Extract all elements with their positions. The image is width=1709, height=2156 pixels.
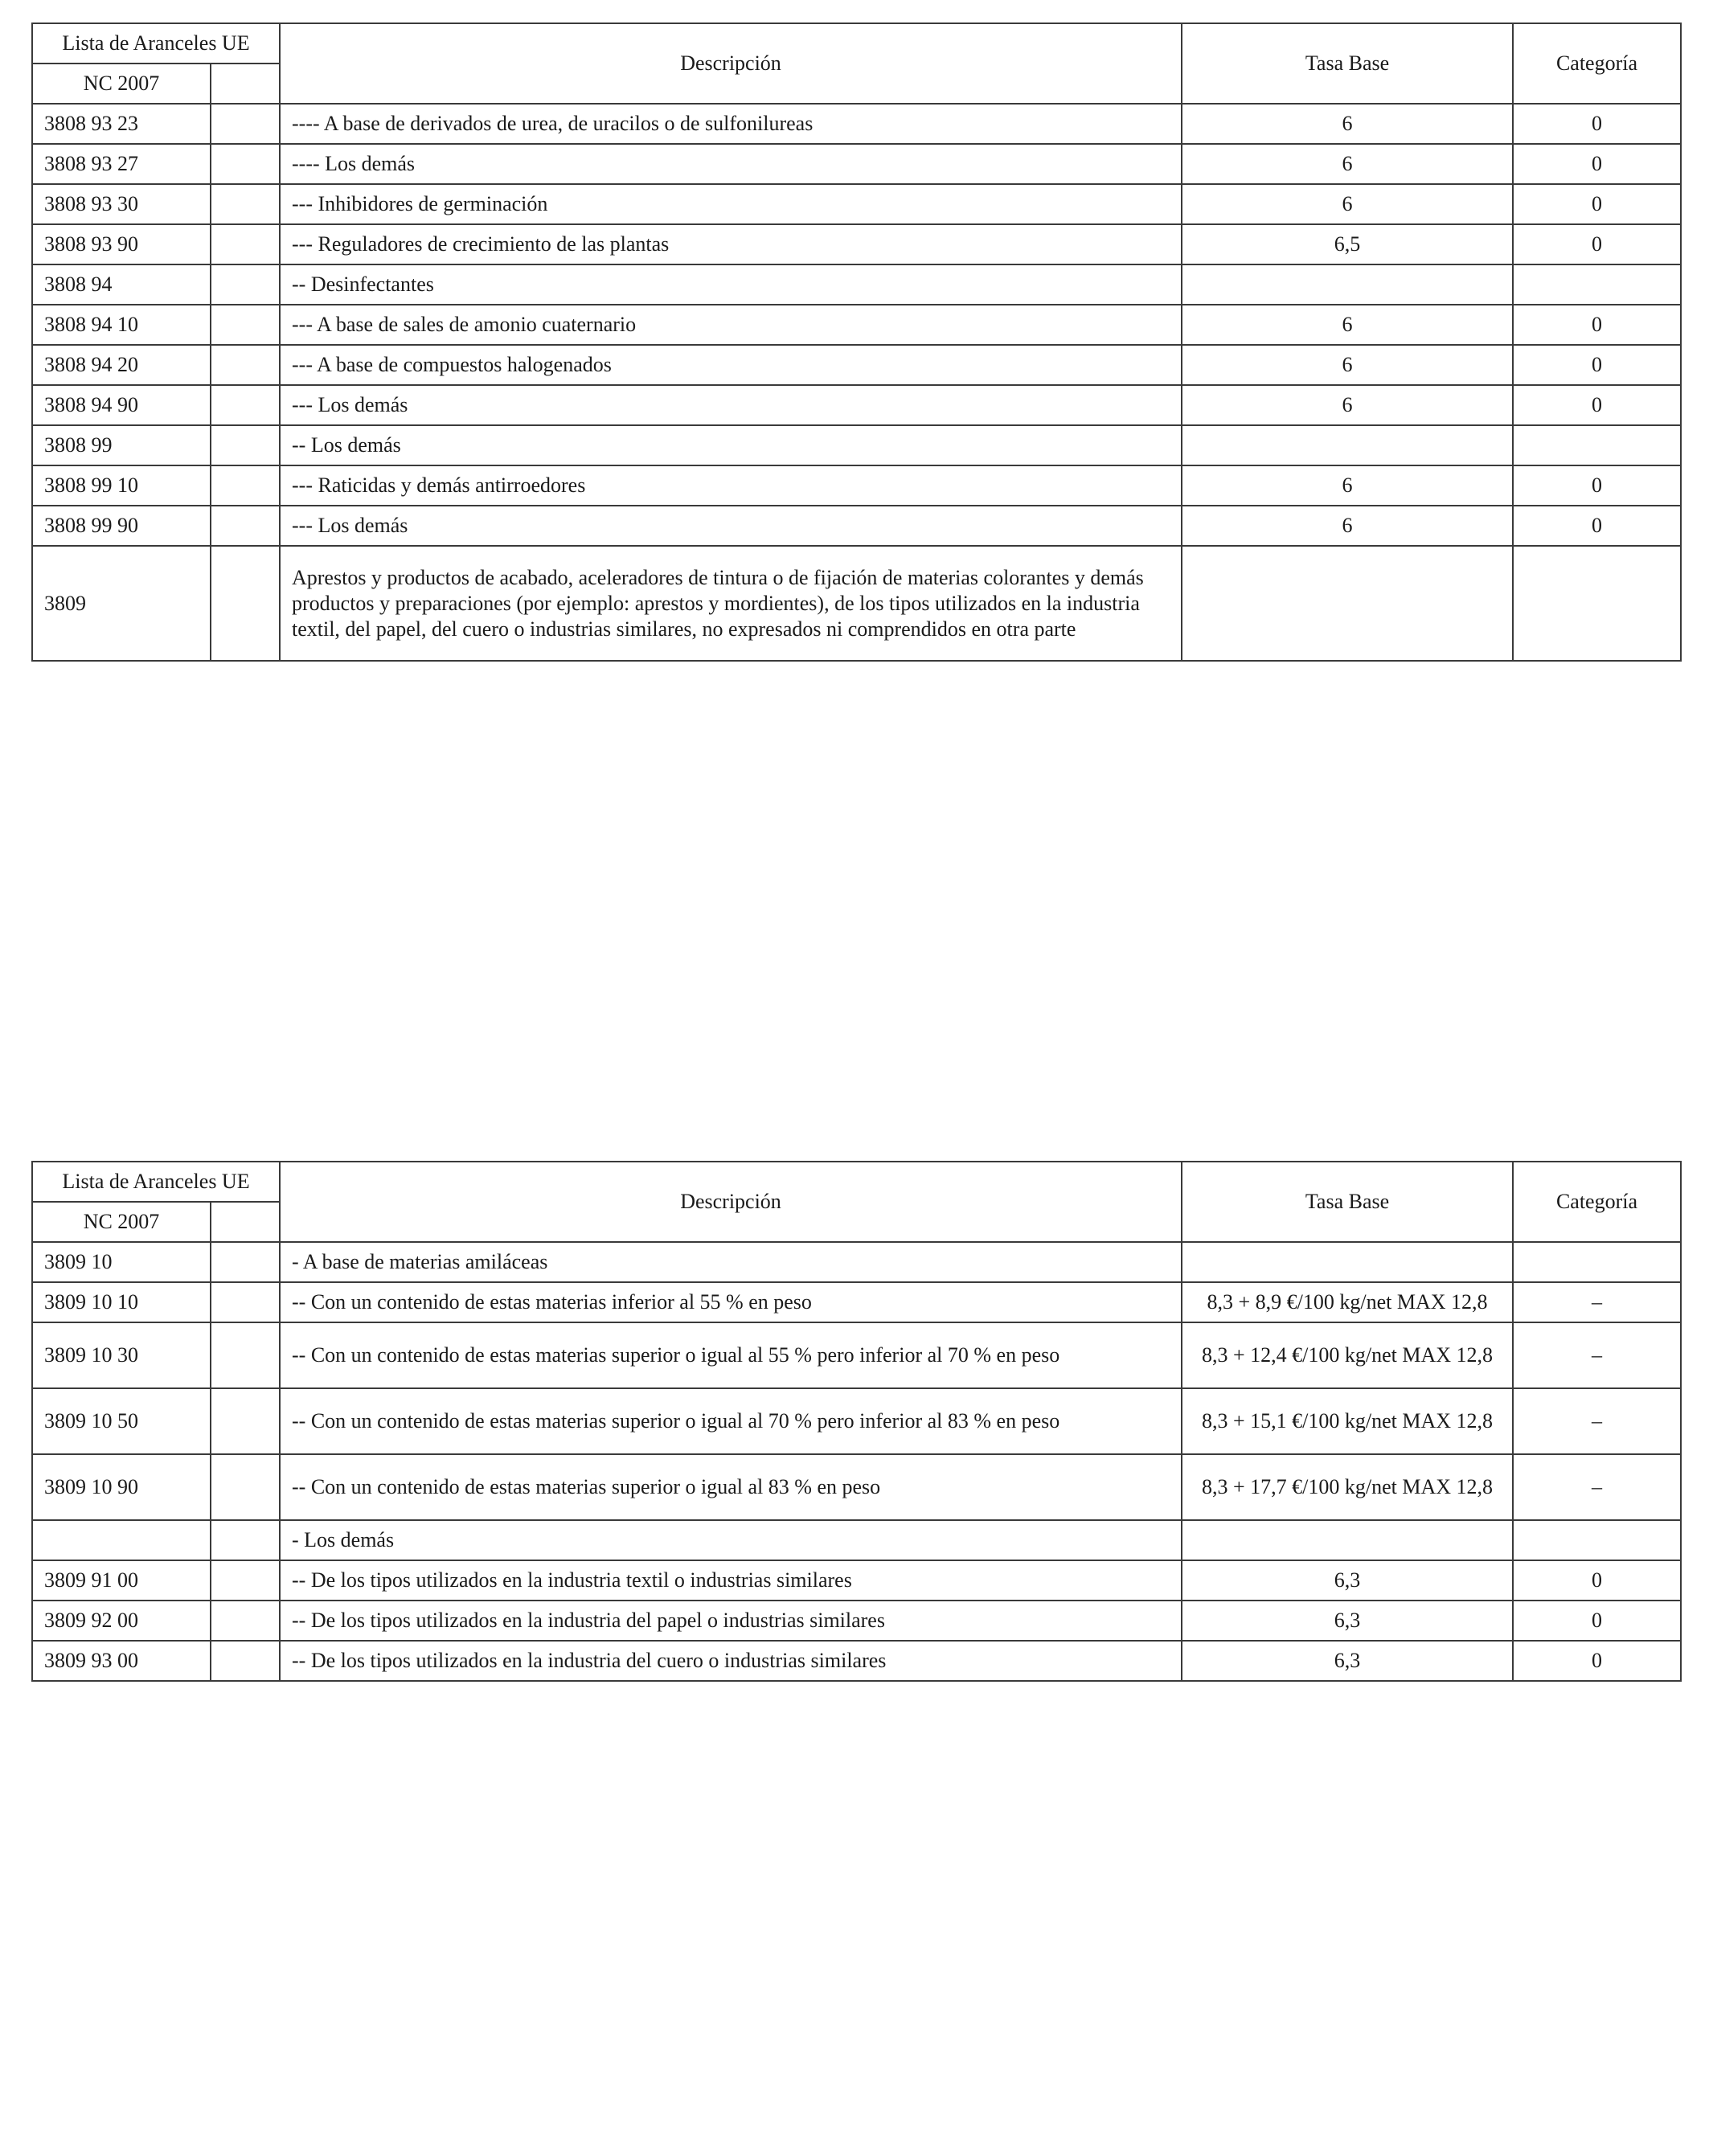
table-row [32, 385, 1681, 425]
row-rate [1182, 425, 1513, 465]
row-blank [211, 1560, 280, 1601]
row-blank [211, 264, 280, 305]
row-code: 3809 91 00 [32, 1560, 211, 1601]
row-code: 3808 93 27 [32, 144, 211, 184]
row-code: 3808 99 [32, 425, 211, 465]
table-row [32, 465, 1681, 506]
row-category: 0 [1513, 184, 1681, 224]
row-blank [211, 1322, 280, 1388]
row-code: 3808 99 10 [32, 465, 211, 506]
table-row [32, 264, 1681, 305]
row-blank [211, 1242, 280, 1282]
row-blank [211, 345, 280, 385]
row-description: ---- A base de derivados de urea, de uracilos o de sulfonilureas [280, 104, 1182, 144]
row-category: 0 [1513, 506, 1681, 546]
row-category: 0 [1513, 385, 1681, 425]
row-blank [211, 385, 280, 425]
header-rate: Tasa Base [1182, 1162, 1513, 1242]
row-rate: 6,5 [1182, 224, 1513, 264]
row-code: 3809 10 10 [32, 1282, 211, 1322]
row-blank [211, 546, 280, 661]
header-blank-cell [211, 64, 280, 104]
table-row [32, 224, 1681, 264]
row-rate: 6,3 [1182, 1641, 1513, 1681]
row-blank [211, 184, 280, 224]
table-row [32, 345, 1681, 385]
row-category [1513, 264, 1681, 305]
row-description: -- De los tipos utilizados en la industria del papel o industrias similares [280, 1601, 1182, 1641]
row-blank [211, 144, 280, 184]
row-category: 0 [1513, 104, 1681, 144]
table-row [32, 1242, 1681, 1282]
row-category: 0 [1513, 345, 1681, 385]
row-rate: 8,3 + 8,9 €/100 kg/net MAX 12,8 [1182, 1282, 1513, 1322]
row-category: – [1513, 1322, 1681, 1388]
table-row [32, 1520, 1681, 1560]
header-blank-cell [211, 1202, 280, 1242]
row-description: -- De los tipos utilizados en la industria del cuero o industrias similares [280, 1641, 1182, 1681]
row-code: 3808 94 10 [32, 305, 211, 345]
table-row [32, 546, 1681, 661]
row-blank [211, 1601, 280, 1641]
row-code: 3809 10 [32, 1242, 211, 1282]
row-blank [211, 305, 280, 345]
row-code [32, 1520, 211, 1560]
table-row [32, 305, 1681, 345]
row-description: --- A base de sales de amonio cuaternario [280, 305, 1182, 345]
table-row [32, 1454, 1681, 1520]
header-category: Categoría [1513, 23, 1681, 104]
header-nc-label: NC 2007 [32, 64, 211, 104]
row-category: 0 [1513, 1601, 1681, 1641]
row-rate: 6 [1182, 345, 1513, 385]
header-description: Descripción [280, 23, 1182, 104]
row-rate [1182, 546, 1513, 661]
header-list-label: Lista de Aranceles UE [32, 23, 280, 64]
table-row [32, 1641, 1681, 1681]
row-category: 0 [1513, 224, 1681, 264]
row-code: 3809 92 00 [32, 1601, 211, 1641]
table-row [32, 144, 1681, 184]
table-row [32, 1560, 1681, 1601]
row-code: 3809 10 90 [32, 1454, 211, 1520]
tariff-table-2 [31, 1161, 1682, 1682]
row-blank [211, 224, 280, 264]
row-code: 3808 93 23 [32, 104, 211, 144]
row-blank [211, 1388, 280, 1454]
table-row [32, 1601, 1681, 1641]
row-code: 3808 99 90 [32, 506, 211, 546]
row-code: 3809 10 50 [32, 1388, 211, 1454]
row-description: - Los demás [280, 1520, 1182, 1560]
table-row [32, 1282, 1681, 1322]
row-rate: 6,3 [1182, 1601, 1513, 1641]
row-description: -- Con un contenido de estas materias superior o igual al 55 % pero inferior al 70 % en peso [280, 1322, 1182, 1388]
table-row [32, 184, 1681, 224]
table-row [32, 1388, 1681, 1454]
row-description: Aprestos y productos de acabado, aceleradores de tintura o de fijación de materias colorantes y demás productos y preparaciones (por ejemplo: aprestos y mordientes), de los tipos utilizados en la industria textil, del papel, del cuero o industrias similares, no expresados ni comprendidos en otra parte [280, 546, 1182, 661]
row-code: 3809 93 00 [32, 1641, 211, 1681]
row-category [1513, 1242, 1681, 1282]
row-category [1513, 1520, 1681, 1560]
row-blank [211, 1641, 280, 1681]
row-code: 3809 10 30 [32, 1322, 211, 1388]
row-category: 0 [1513, 1560, 1681, 1601]
row-category: 0 [1513, 305, 1681, 345]
table-row [32, 425, 1681, 465]
row-description: -- De los tipos utilizados en la industria textil o industrias similares [280, 1560, 1182, 1601]
row-blank [211, 465, 280, 506]
header-description: Descripción [280, 1162, 1182, 1242]
row-description: -- Los demás [280, 425, 1182, 465]
row-category: 0 [1513, 1641, 1681, 1681]
row-description: --- Reguladores de crecimiento de las plantas [280, 224, 1182, 264]
row-category: – [1513, 1282, 1681, 1322]
table-row [32, 104, 1681, 144]
row-blank [211, 1282, 280, 1322]
row-category: – [1513, 1454, 1681, 1520]
row-rate: 6,3 [1182, 1560, 1513, 1601]
row-category: – [1513, 1388, 1681, 1454]
row-rate: 6 [1182, 305, 1513, 345]
row-description: -- Desinfectantes [280, 264, 1182, 305]
row-rate: 8,3 + 12,4 €/100 kg/net MAX 12,8 [1182, 1322, 1513, 1388]
row-rate: 8,3 + 15,1 €/100 kg/net MAX 12,8 [1182, 1388, 1513, 1454]
row-category [1513, 546, 1681, 661]
header-rate: Tasa Base [1182, 23, 1513, 104]
row-rate: 6 [1182, 144, 1513, 184]
row-category [1513, 425, 1681, 465]
row-description: -- Con un contenido de estas materias superior o igual al 70 % pero inferior al 83 % en peso [280, 1388, 1182, 1454]
table-row [32, 506, 1681, 546]
row-code: 3808 93 30 [32, 184, 211, 224]
row-description: --- Los demás [280, 506, 1182, 546]
row-blank [211, 425, 280, 465]
row-code: 3808 94 20 [32, 345, 211, 385]
row-category: 0 [1513, 144, 1681, 184]
row-description: --- A base de compuestos halogenados [280, 345, 1182, 385]
tariff-table-1 [31, 23, 1682, 662]
row-description: --- Raticidas y demás antirroedores [280, 465, 1182, 506]
row-description: - A base de materias amiláceas [280, 1242, 1182, 1282]
header-nc-label: NC 2007 [32, 1202, 211, 1242]
row-rate [1182, 1242, 1513, 1282]
row-rate: 6 [1182, 465, 1513, 506]
row-rate [1182, 264, 1513, 305]
row-code: 3809 [32, 546, 211, 661]
row-rate: 6 [1182, 506, 1513, 546]
table-row [32, 1322, 1681, 1388]
row-code: 3808 94 [32, 264, 211, 305]
row-blank [211, 1454, 280, 1520]
row-description: -- Con un contenido de estas materias superior o igual al 83 % en peso [280, 1454, 1182, 1520]
row-code: 3808 94 90 [32, 385, 211, 425]
row-rate: 6 [1182, 385, 1513, 425]
row-rate: 6 [1182, 184, 1513, 224]
row-rate [1182, 1520, 1513, 1560]
row-description: ---- Los demás [280, 144, 1182, 184]
header-list-label: Lista de Aranceles UE [32, 1162, 280, 1202]
row-category: 0 [1513, 465, 1681, 506]
row-code: 3808 93 90 [32, 224, 211, 264]
row-description: --- Inhibidores de germinación [280, 184, 1182, 224]
row-description: --- Los demás [280, 385, 1182, 425]
row-rate: 6 [1182, 104, 1513, 144]
header-category: Categoría [1513, 1162, 1681, 1242]
row-blank [211, 1520, 280, 1560]
row-description: -- Con un contenido de estas materias inferior al 55 % en peso [280, 1282, 1182, 1322]
row-rate: 8,3 + 17,7 €/100 kg/net MAX 12,8 [1182, 1454, 1513, 1520]
row-blank [211, 506, 280, 546]
row-blank [211, 104, 280, 144]
